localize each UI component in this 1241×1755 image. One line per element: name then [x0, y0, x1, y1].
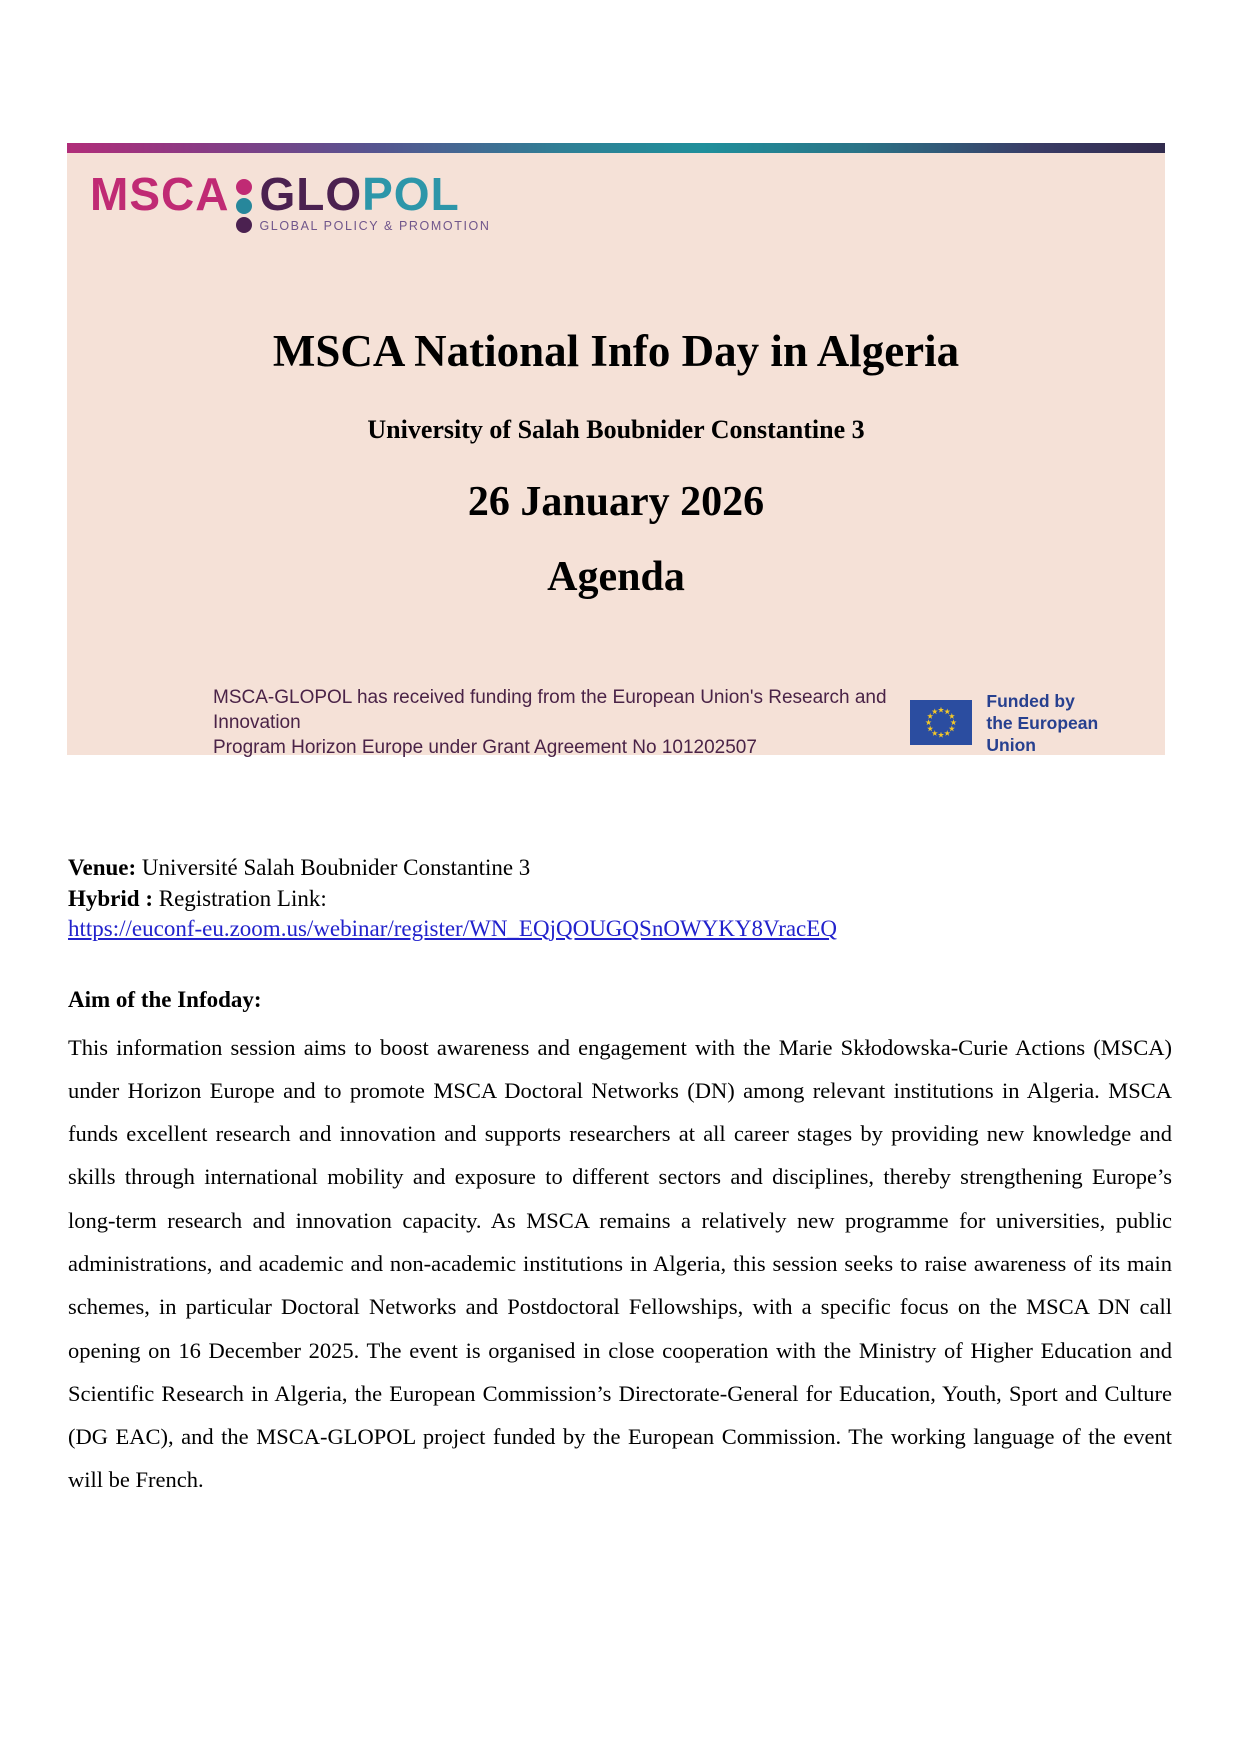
funding-row: [213, 685, 1145, 760]
logo-dot-purple: [236, 217, 252, 233]
venue-line: [68, 853, 1172, 884]
venue-label: Venue:: [68, 855, 137, 880]
logo-glo-text: GLO: [259, 168, 363, 220]
venue-value: Université Salah Boubnider Constantine 3: [136, 855, 531, 880]
document-body: [68, 853, 1172, 1502]
funding-statement-line2: Program Horizon Europe under Grant Agreement No 101202507: [213, 737, 757, 758]
event-venue-subtitle: University of Salah Boubnider Constantine 3: [367, 415, 865, 444]
funded-by-label: [986, 690, 1145, 756]
funded-by-line2: the European Union: [986, 712, 1099, 755]
event-banner: [67, 143, 1165, 758]
funded-by-line1: Funded by: [986, 690, 1075, 711]
registration-link-line: [68, 914, 1172, 945]
banner-body: [67, 153, 1165, 758]
logo-pol-text: POL: [362, 168, 460, 220]
logo-dot-teal: [236, 198, 252, 214]
logo-glopol-text: [259, 168, 490, 220]
banner-gradient-bar: [67, 143, 1165, 153]
funding-statement: [213, 685, 892, 760]
logo-msca-text: MSCA: [90, 168, 230, 220]
hybrid-label: Hybrid :: [68, 885, 153, 911]
logo-colon-dots-icon: [236, 179, 252, 236]
hybrid-line: [68, 884, 1172, 915]
aim-heading: Aim of the Infoday:: [68, 986, 262, 1012]
eu-flag-icon: [910, 700, 972, 745]
logo-dot-magenta: [236, 179, 252, 195]
event-title: MSCA National Info Day in Algeria: [272, 326, 960, 376]
msca-glopol-logo: [90, 168, 491, 236]
logo-tagline: GLOBAL POLICY & PROMOTION: [259, 219, 491, 233]
event-date: 26 January 2026: [467, 479, 765, 525]
agenda-heading: Agenda: [547, 554, 685, 600]
hybrid-value: Registration Link:: [152, 885, 327, 911]
logo-glopol-block: [259, 168, 491, 233]
registration-link[interactable]: https://euconf-eu.zoom.us/webinar/register/WN_EQjQOUGQSnOWYKY8VracEQ: [68, 916, 837, 941]
funding-statement-line1: MSCA-GLOPOL has received funding from the European Union's Research and Innovation: [213, 687, 887, 733]
aim-paragraph: This information session aims to boost awareness and engagement with the Marie Skłodowska-Curie Actions (MSCA) under Horizon Europe and to promote MSCA Doctoral Networks (DN) among relevant institutions in Algeria. MSCA funds excellent research and innovation and supports researchers at all career stages by providing new knowledge and skills through international mobility and exposure to different sectors and disciplines, thereby strengthening Europe’s long-term research and innovation capacity. As MSCA remains a relatively new programme for universities, public administrations, and academic and non-academic institutions in Algeria, this session seeks to raise awareness of its main schemes, in particular Doctoral Networks and Postdoctoral Fellowships, with a specific focus on the MSCA DN call opening on 16 December 2025. The event is organised in close cooperation with the Ministry of Higher Education and Scientific Research in Algeria, the European Commission’s Directorate-General for Education, Youth, Sport and Culture (DG EAC), and the MSCA-GLOPOL project funded by the European Commission. The working language of the event will be French.: [68, 1034, 1172, 1493]
